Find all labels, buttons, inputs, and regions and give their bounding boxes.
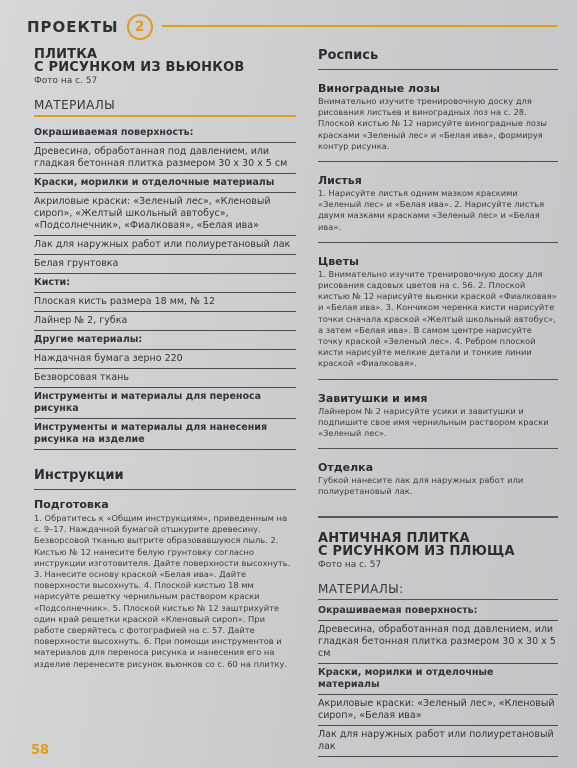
header-rule (162, 25, 557, 27)
right-column (318, 48, 558, 757)
project-title-line2: С РИСУНКОМ ИЗ ВЬЮНКОВ (34, 60, 245, 75)
materials-item: Плоская кисть размера 18 мм, № 12 (34, 293, 296, 312)
materials-item: Окрашиваемая поверхность: (318, 602, 558, 621)
painting-steps (318, 82, 558, 498)
materials-item: Инструменты и материалы для переноса рисунка (34, 388, 296, 419)
painting-rule (318, 69, 558, 70)
step-heading: Цветы (318, 254, 359, 268)
instructions-heading: Инструкции (34, 468, 124, 483)
painting-heading: Роспись (318, 48, 379, 63)
materials-item: Лак для наружных работ или полиуретановый лак (34, 236, 296, 255)
step-text: Лайнером № 2 нарисуйте усики и завитушки и подпишите свое имя чернильным раствором краски «Зеленый лес». (318, 405, 549, 439)
chapter-badge: 2 (127, 14, 153, 40)
materials-item: Окрашиваемая поверхность: (34, 124, 296, 143)
project2-title-line1: АНТИЧНАЯ ПЛИТКА (318, 530, 470, 546)
step-heading: Листья (318, 174, 362, 188)
painting-step-block (318, 255, 558, 380)
step-heading: Завитушки и имя (318, 391, 428, 405)
step-rule (318, 379, 558, 380)
prep-text: 1. Обратитесь к «Общим инструкциям», приведенным на с. 9–17. Наждачной бумагой отшкурите древесину. Безворсовой тканью вытрите образовавшуюся пыль. 2. Кистью № 12 нанесите белую грунтовку согласно инструкции изготовителя. Дайте поверхности высохнуть. 3. Нанесите основу краской «Белая ива». Дайте поверхности высохнуть. 4. Плоской кистью 18 мм нарисуйте решетку чернильным раствором краски «Подсолнечник». 5. Плоской кистью № 12 заштрихуйте один край решетки краской «Кленовый сироп». При работе сверяйтесь с фотографией на с. 57. Дайте поверхности высохнуть. 6. При помощи инструментов и материалов для переноса рисунка и нанесения его на изделие перенесите рисунок вьюнков со с. 60 на плитку. (34, 513, 291, 669)
materials-list-2 (318, 602, 558, 757)
step-rule (318, 448, 558, 449)
prep-heading: Подготовка (34, 498, 109, 511)
materials-item: Краски, морилки и отделочные материалы (34, 174, 296, 193)
materials-item: Акриловые краски: «Зеленый лес», «Кленовый сироп», «Желтый школьный автобус», «Подсолнечник», «Фиалковая», «Белая ива» (34, 193, 296, 236)
project2-title-line2: С РИСУНКОМ ИЗ ПЛЮЩА (318, 543, 515, 559)
materials-item: Белая грунтовка (34, 255, 296, 274)
painting-step-block (318, 392, 558, 450)
step-heading: Отделка (318, 461, 374, 475)
materials-item: Краски, морилки и отделочные материалы (318, 664, 558, 695)
painting-step-block (318, 461, 558, 497)
step-text: Губкой нанесите лак для наружных работ или полиуретановый лак. (318, 475, 524, 497)
step-text: Внимательно изучите тренировочную доску для рисования листьев и виноградных лоз на с. 28. Плоской кистью № 12 нарисуйте виноградные лозы красками «Зеленый лес» и «Белая ива», формируя контур рисунка. (318, 96, 547, 151)
photo-reference-2: Фото на с. 57 (318, 559, 382, 570)
materials-heading-2: МАТЕРИАЛЫ: (318, 581, 404, 596)
materials-item: Безворсовая ткань (34, 369, 296, 388)
materials-item: Древесина, обработанная под давлением, или гладкая бетонная плитка размером 30 х 30 х 5 см (34, 143, 296, 174)
step-text: 1. Внимательно изучите тренировочную доску для рисования садовых цветов на с. 56. 2. Плоской кистью № 12 нарисуйте вьюнки краской «Фиалковая» и «Белая ива». 3. Кончиком черенка кисти нарисуйте точки сначала краской «Желтый школьный автобус», а затем «Белая ива». В самом центре нарисуйте точку краской «Зеленый лес». 4. Ребром плоской кисти нарисуйте мелкие детали и тонкие линии краской «Фиалковая». (318, 268, 557, 369)
painting-step-block (318, 174, 558, 243)
materials-item: Другие материалы: (34, 331, 296, 350)
materials-heading: МАТЕРИАЛЫ (34, 98, 296, 117)
materials-item: Лак для наружных работ или полиуретановый лак (318, 726, 558, 757)
project-title-line1: ПЛИТКА (34, 47, 98, 62)
photo-reference: Фото на с. 57 (34, 76, 98, 86)
materials-rule-2 (318, 599, 558, 600)
step-rule (318, 242, 558, 243)
project2-rule (318, 516, 558, 518)
materials-item: Инструменты и материалы для нанесения рисунка на изделие (34, 419, 296, 450)
instructions-rule (34, 489, 296, 490)
left-column (34, 48, 296, 670)
materials-item: Древесина, обработанная под давлением, или гладкая бетонная плитка размером 30 х 30 х 5 см (318, 621, 558, 664)
step-heading: Виноградные лозы (318, 82, 440, 95)
painting-step-block (318, 82, 558, 162)
materials-item: Лайнер № 2, губка (34, 312, 296, 331)
materials-list (34, 124, 296, 450)
section-header (27, 14, 153, 40)
page-number: 58 (31, 743, 50, 758)
step-rule (318, 161, 558, 162)
section-title: ПРОЕКТЫ (27, 18, 119, 36)
materials-item: Наждачная бумага зерно 220 (34, 350, 296, 369)
step-text: 1. Нарисуйте листья одним мазком краскими «Зеленый лес» и «Белая ива». 2. Нарисуйте листья двумя мазками красками «Зеленый лес» и «Белая ива». (318, 188, 545, 232)
materials-item: Кисти: (34, 274, 296, 293)
materials-item: Акриловые краски: «Зеленый лес», «Кленовый сироп», «Белая ива» (318, 695, 558, 726)
project2-title (318, 532, 558, 558)
